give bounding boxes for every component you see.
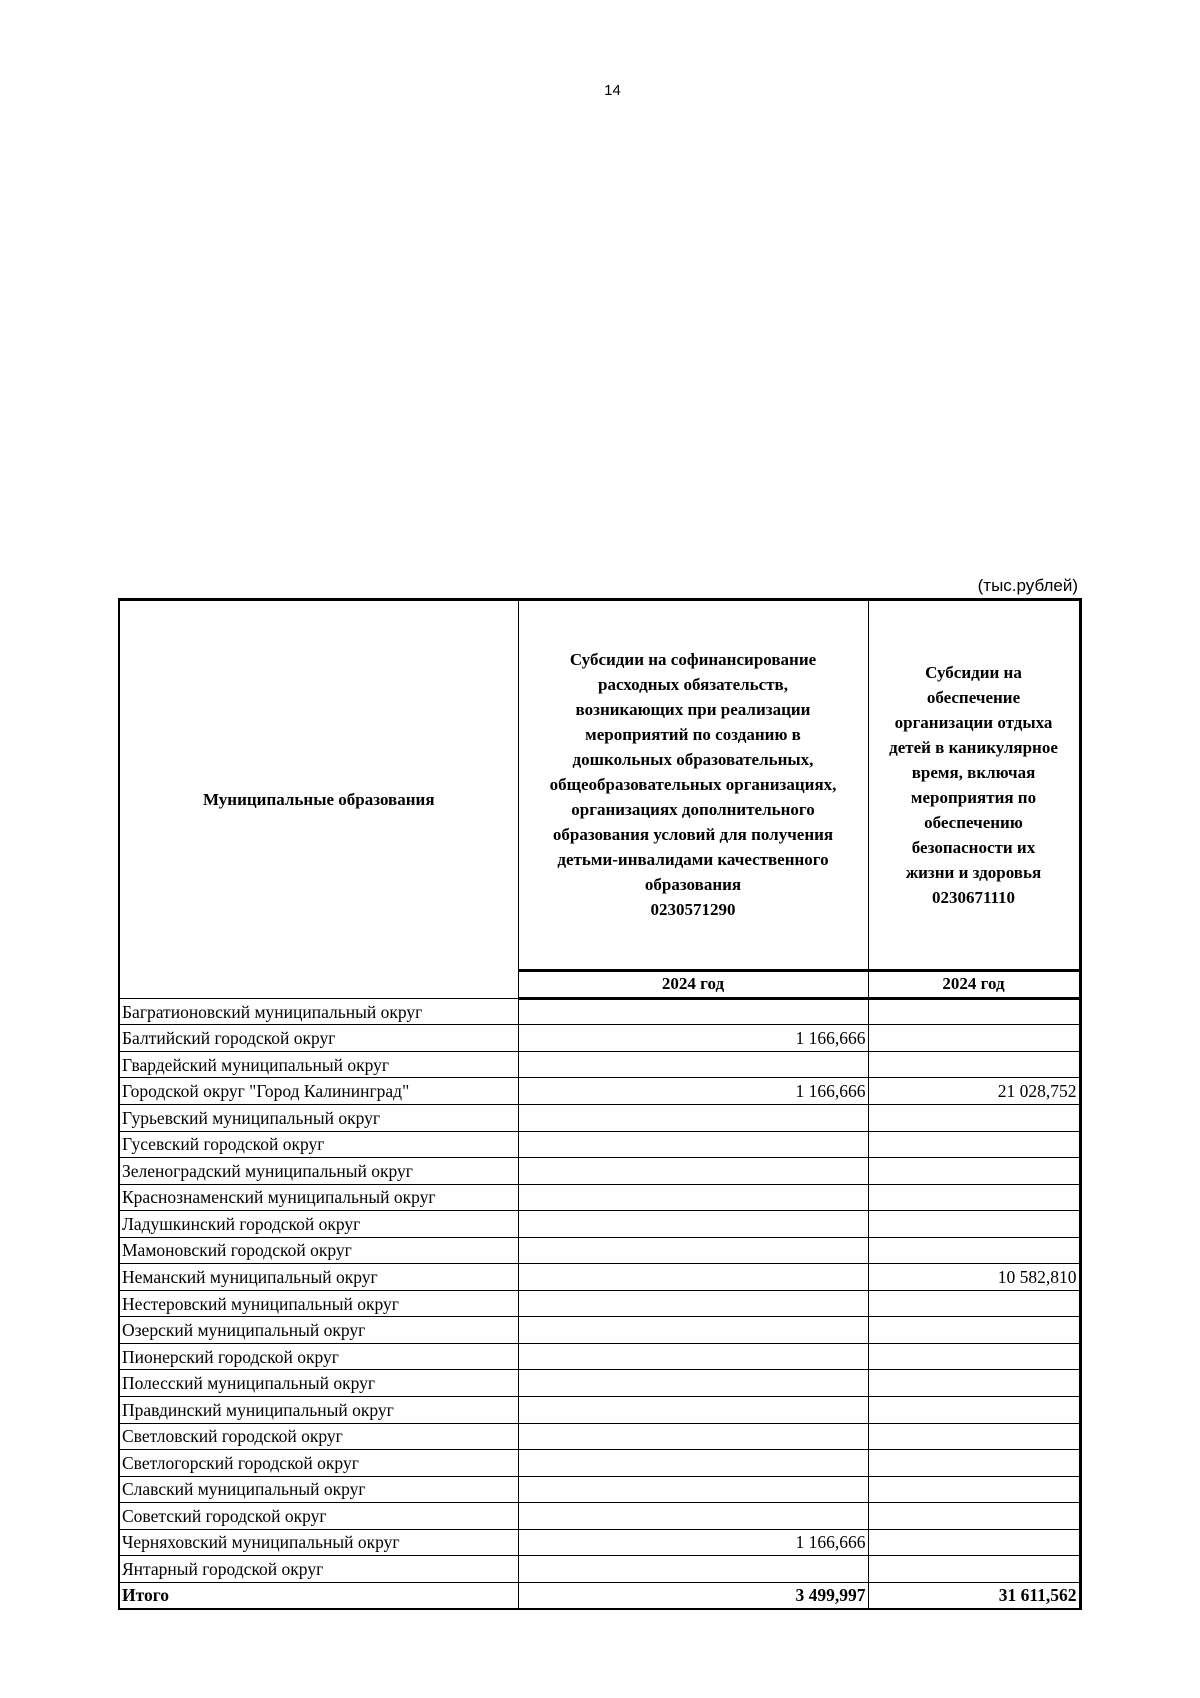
municipality-name: Гвардейский муниципальный округ	[119, 1051, 518, 1078]
value-col-a	[518, 1290, 868, 1317]
municipality-name: Пионерский городской округ	[119, 1343, 518, 1370]
table-row	[119, 1396, 1080, 1423]
header-col-a-line: дошкольных образовательных,	[572, 750, 814, 770]
table-row	[119, 1158, 1080, 1185]
value-col-a	[518, 1556, 868, 1583]
header-col-b	[868, 600, 1080, 971]
value-col-b	[868, 1211, 1080, 1238]
value-col-a: 1 166,666	[518, 1025, 868, 1052]
value-col-a	[518, 1237, 868, 1264]
value-col-b	[868, 1290, 1080, 1317]
table-row	[119, 998, 1080, 1025]
value-col-a	[518, 1503, 868, 1530]
municipality-name: Славский муниципальный округ	[119, 1476, 518, 1503]
table-row	[119, 1450, 1080, 1477]
municipality-name: Неманский муниципальный округ	[119, 1264, 518, 1291]
value-col-b	[868, 1423, 1080, 1450]
table-row	[119, 1370, 1080, 1397]
table-header-row	[119, 600, 1080, 971]
value-col-a	[518, 1051, 868, 1078]
value-col-a	[518, 1343, 868, 1370]
table-row	[119, 1051, 1080, 1078]
header-col-b-line: обеспечение	[926, 687, 1021, 707]
municipality-name: Полесский муниципальный округ	[119, 1370, 518, 1397]
value-col-b: 10 582,810	[868, 1264, 1080, 1291]
header-col-a-line: общеобразовательных организациях,	[549, 775, 837, 795]
value-col-a	[518, 1104, 868, 1131]
value-col-a	[518, 1317, 868, 1344]
table-row	[119, 1131, 1080, 1158]
value-col-b	[868, 1556, 1080, 1583]
table-row	[119, 1104, 1080, 1131]
value-col-b	[868, 1131, 1080, 1158]
municipality-name: Багратионовский муниципальный округ	[119, 998, 518, 1025]
table-row	[119, 1343, 1080, 1370]
municipality-name: Янтарный городской округ	[119, 1556, 518, 1583]
header-col-b-line: организации отдыха	[894, 712, 1053, 732]
value-col-a	[518, 1396, 868, 1423]
municipality-name: Черняховский муниципальный округ	[119, 1529, 518, 1556]
header-col-b-line: 0230671110	[931, 887, 1016, 907]
value-col-a	[518, 1476, 868, 1503]
table-row	[119, 1556, 1080, 1583]
header-col-a-line: организациях дополнительного	[571, 800, 815, 820]
header-municipality: Муниципальные образования	[119, 600, 518, 999]
value-col-b	[868, 1025, 1080, 1052]
header-col-a-line: 0230571290	[650, 900, 736, 920]
table-row	[119, 1184, 1080, 1211]
header-col-a-line: детьми-инвалидами качественного	[557, 850, 829, 870]
value-col-b	[868, 1396, 1080, 1423]
header-col-b-line: жизни и здоровья	[905, 862, 1042, 882]
municipality-name: Ладушкинский городской округ	[119, 1211, 518, 1238]
header-col-a	[518, 600, 868, 971]
header-col-b-line: время, включая	[911, 762, 1036, 782]
table-row	[119, 1264, 1080, 1291]
value-col-a: 1 166,666	[518, 1529, 868, 1556]
table-row	[119, 1529, 1080, 1556]
year-col-b: 2024 год	[868, 970, 1080, 998]
value-col-b: 21 028,752	[868, 1078, 1080, 1105]
table-row	[119, 1290, 1080, 1317]
value-col-b: 31 611,562	[868, 1582, 1080, 1609]
value-col-a	[518, 1131, 868, 1158]
header-col-a-line: возникающих при реализации	[575, 700, 811, 720]
value-col-b	[868, 1450, 1080, 1477]
municipality-name: Гусевский городской округ	[119, 1131, 518, 1158]
header-col-a-line: мероприятий по созданию в	[585, 725, 801, 745]
municipality-name: Светловский городской округ	[119, 1423, 518, 1450]
value-col-b	[868, 1343, 1080, 1370]
value-col-b	[868, 1051, 1080, 1078]
value-col-b	[868, 1476, 1080, 1503]
header-col-b-line: безопасности их	[911, 837, 1036, 857]
value-col-a	[518, 1184, 868, 1211]
municipality-name: Краснознаменский муниципальный округ	[119, 1184, 518, 1211]
header-col-b-line: обеспечению	[924, 812, 1023, 832]
total-label: Итого	[119, 1582, 518, 1609]
table-row	[119, 1025, 1080, 1052]
header-col-b-line: мероприятия по	[910, 787, 1037, 807]
header-col-b-line: детей в каникулярное	[889, 737, 1058, 757]
total-row	[119, 1582, 1080, 1609]
value-col-a: 1 166,666	[518, 1078, 868, 1105]
table-row	[119, 1078, 1080, 1105]
value-col-a	[518, 1211, 868, 1238]
table-row	[119, 1476, 1080, 1503]
units-label: (тыс.рублей)	[977, 576, 1078, 595]
table-row	[119, 1317, 1080, 1344]
value-col-a	[518, 1264, 868, 1291]
value-col-a	[518, 1370, 868, 1397]
value-col-a	[518, 1158, 868, 1185]
value-col-a	[518, 1423, 868, 1450]
subsidy-table	[118, 598, 1082, 1610]
municipality-name: Нестеровский муниципальный округ	[119, 1290, 518, 1317]
value-col-b	[868, 1104, 1080, 1131]
page-number: 14	[604, 82, 621, 99]
value-col-a	[518, 1450, 868, 1477]
value-col-b	[868, 1317, 1080, 1344]
header-col-b-line: Субсидии на	[925, 662, 1022, 682]
header-col-a-line: образования	[644, 875, 742, 895]
value-col-a: 3 499,997	[518, 1582, 868, 1609]
header-col-a-line: Субсидии на софинансирование	[569, 650, 817, 670]
table-row	[119, 1423, 1080, 1450]
table-row	[119, 1503, 1080, 1530]
municipality-name: Гурьевский муниципальный округ	[119, 1104, 518, 1131]
value-col-b	[868, 1237, 1080, 1264]
municipality-name: Балтийский городской округ	[119, 1025, 518, 1052]
municipality-name: Мамоновский городской округ	[119, 1237, 518, 1264]
table-row	[119, 1237, 1080, 1264]
header-col-a-line: расходных обязательств,	[598, 675, 788, 695]
value-col-a	[518, 998, 868, 1025]
value-col-b	[868, 1503, 1080, 1530]
municipality-name: Светлогорский городской округ	[119, 1450, 518, 1477]
table-row	[119, 1211, 1080, 1238]
value-col-b	[868, 1529, 1080, 1556]
municipality-name: Озерский муниципальный округ	[119, 1317, 518, 1344]
value-col-b	[868, 998, 1080, 1025]
municipality-name: Правдинский муниципальный округ	[119, 1396, 518, 1423]
value-col-b	[868, 1158, 1080, 1185]
header-col-a-line: образования условий для получения	[552, 825, 834, 845]
municipality-name: Советский городской округ	[119, 1503, 518, 1530]
value-col-b	[868, 1184, 1080, 1211]
value-col-b	[868, 1370, 1080, 1397]
municipality-name: Городской округ "Город Калининград"	[119, 1078, 518, 1105]
year-col-a: 2024 год	[518, 970, 868, 998]
municipality-name: Зеленоградский муниципальный округ	[119, 1158, 518, 1185]
